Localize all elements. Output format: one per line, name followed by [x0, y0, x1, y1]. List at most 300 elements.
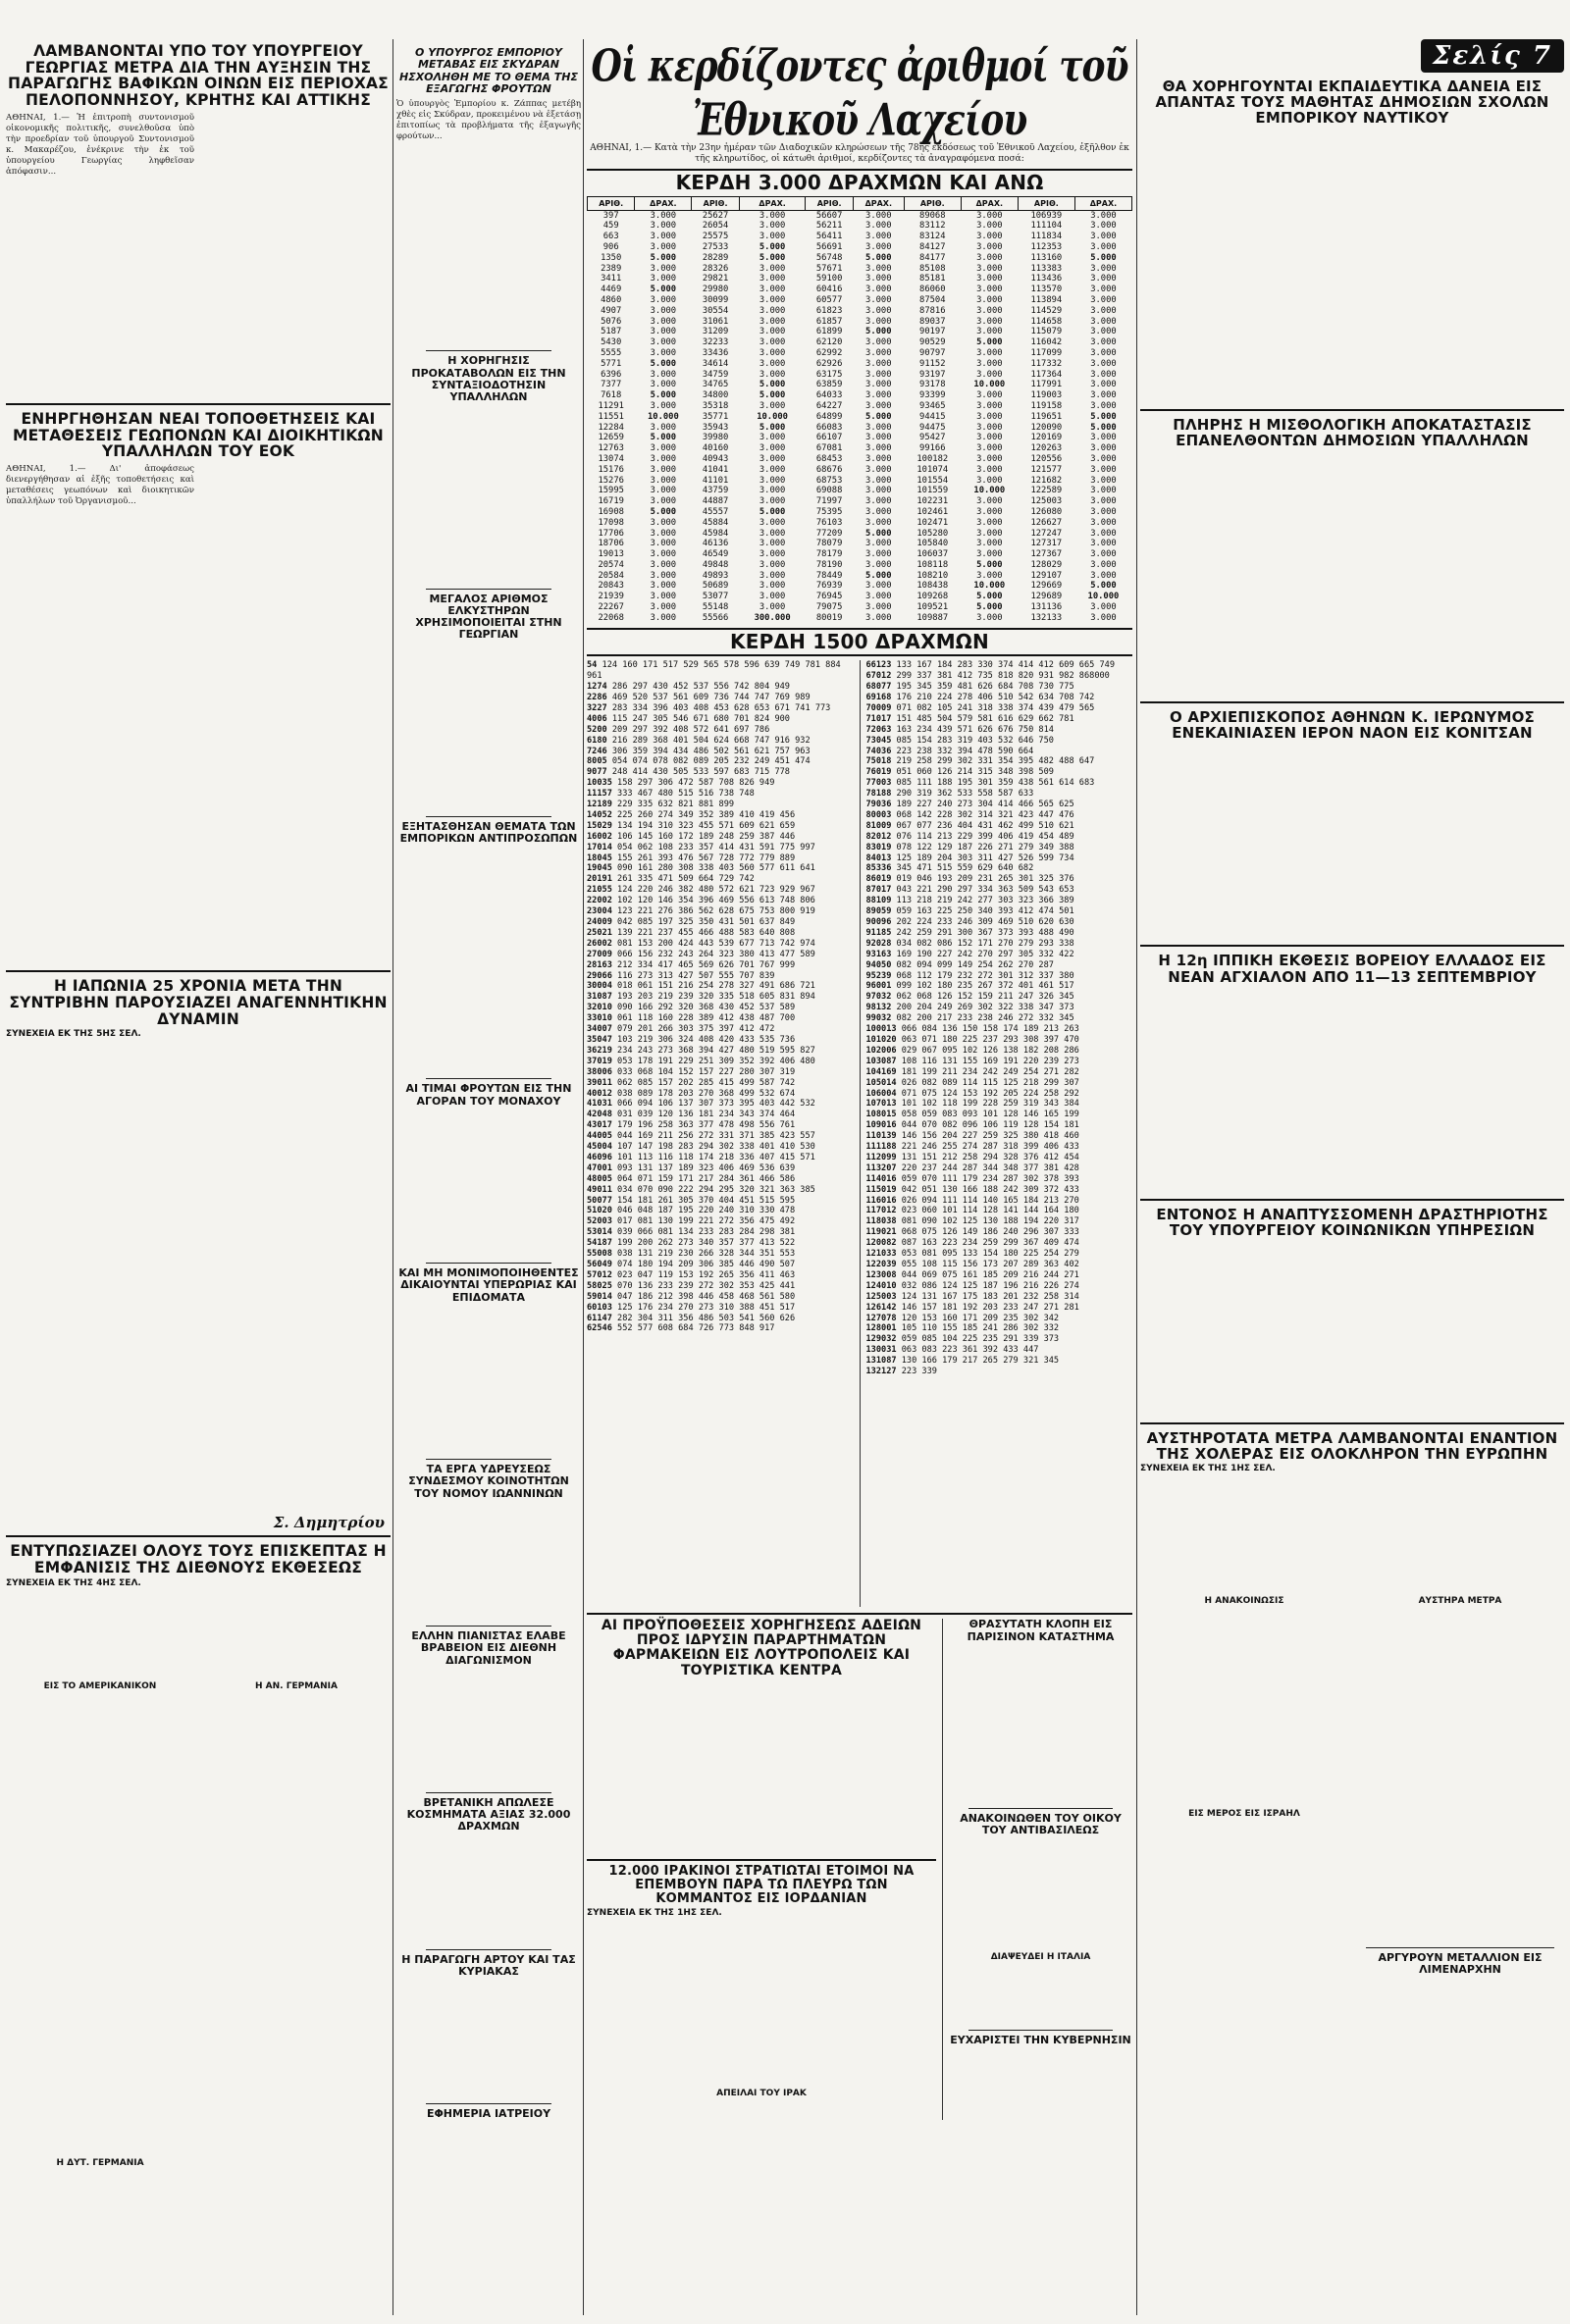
lottery-1500-line: 61147 282 304 311 356 486 503 541 560 626 — [587, 1313, 796, 1323]
lottery-1500-line: 83019 078 122 129 187 226 271 279 349 388 — [865, 842, 1074, 852]
prize-amount: 3.000 — [759, 210, 786, 221]
ticket-number: 84127 — [919, 241, 946, 252]
lottery-1500-line: 8005 054 074 078 082 089 205 232 249 451 474 — [587, 756, 811, 767]
lottery-1500-line: 47001 093 131 137 189 323 406 469 536 639 — [587, 1162, 796, 1173]
prize-amount: 3.000 — [976, 464, 1003, 475]
japan-byline: Σ. Δημητρίου — [273, 1514, 385, 1532]
lottery-1500-line: 85336 345 471 515 559 629 640 682 — [865, 863, 1034, 874]
lottery-1500-line: 131087 130 166 179 217 265 279 321 345 — [865, 1356, 1060, 1367]
lottery-1500-line: 12189 229 335 632 821 881 899 — [587, 800, 735, 810]
header-amt-3: ΔΡΑΧ. — [853, 196, 904, 210]
lottery-row — [588, 496, 1132, 507]
ticket-number: 34759 — [702, 369, 729, 380]
ticket-number: 31061 — [702, 316, 729, 327]
lottery-1500-line: 56049 074 180 194 209 306 385 446 490 507 — [587, 1260, 796, 1270]
prize-amount: 3.000 — [650, 517, 677, 528]
pianist-body — [396, 1671, 581, 1788]
prize-amount: 3.000 — [976, 369, 1003, 380]
ticket-number: 78179 — [815, 549, 843, 560]
lottery-1500-line: 34007 079 201 266 303 375 397 412 472 — [587, 1024, 775, 1035]
expo-sub-west-germany: Η ΔΥΤ. ΓΕΡΜΑΝΙΑ — [56, 2157, 144, 2168]
ticket-number: 15276 — [598, 475, 624, 486]
ticket-number: 4907 — [601, 305, 622, 316]
wine-lead — [6, 113, 194, 397]
ticket-number: 63859 — [815, 380, 843, 390]
prize-amount: 3.000 — [865, 241, 892, 252]
ticket-number: 77209 — [815, 528, 843, 539]
right-briefs — [949, 1619, 1132, 2120]
lottery-1500-line: 18045 155 261 393 476 567 728 772 779 889 — [587, 852, 796, 863]
ticket-number: 95427 — [919, 433, 946, 443]
prize-amount: 3.000 — [976, 539, 1003, 549]
prize-amount: 3.000 — [976, 433, 1003, 443]
silver-body — [1356, 1979, 1564, 2047]
horse-body-col2 — [1356, 989, 1564, 1195]
expo-continued: ΣΥΝΕΧΕΙΑ ΕΚ ΤΗΣ 4ΗΣ ΣΕΛ. — [6, 1577, 141, 1588]
lottery-1500-line: 22002 102 120 146 354 396 469 556 613 748 806 — [587, 896, 815, 906]
prize-amount: 3.000 — [976, 263, 1003, 274]
lottery-1500-line: 40012 038 089 178 203 270 368 499 532 674 — [587, 1088, 796, 1099]
lottery-1500-line: 125003 124 131 167 175 183 201 232 258 314 — [865, 1291, 1079, 1302]
japan-body-col2 — [202, 1041, 391, 1492]
prize-amount: 10.000 — [973, 486, 1006, 496]
prize-amount: 3.000 — [976, 506, 1003, 517]
lottery-1500-line: 117012 023 060 101 114 128 141 144 164 180 — [865, 1206, 1079, 1216]
prize-amount: 3.000 — [976, 305, 1003, 316]
prize-amount: 3.000 — [976, 358, 1003, 369]
prize-amount: 3.000 — [759, 528, 786, 539]
prize-amount: 3.000 — [650, 592, 677, 602]
prize-amount: 3.000 — [759, 327, 786, 337]
ticket-number: 60577 — [815, 294, 843, 305]
lottery-1500-line: 14052 225 260 274 349 352 389 410 419 456 — [587, 809, 796, 820]
ticket-number: 15995 — [598, 486, 624, 496]
ticket-number: 20574 — [598, 559, 624, 570]
lottery-1500-line: 55008 038 131 219 230 266 328 344 351 553 — [587, 1249, 796, 1260]
lottery-row — [588, 401, 1132, 412]
lottery-table-header — [588, 196, 1132, 210]
cholera-sub-announcement: Η ΑΝΑΚΟΙΝΩΣΙΣ — [1204, 1596, 1284, 1607]
prize-amount: 3.000 — [865, 612, 892, 623]
prize-amount: 5.000 — [650, 252, 677, 263]
ticket-number: 117099 — [1030, 347, 1063, 358]
lottery-1500-line: 122039 055 108 115 156 173 207 289 363 402 — [865, 1260, 1079, 1270]
ticket-number: 11291 — [598, 400, 624, 411]
ticket-number: 49893 — [702, 570, 729, 581]
ticket-number: 91152 — [919, 358, 946, 369]
ticket-number: 108210 — [916, 570, 949, 581]
lottery-1500-line: 99032 082 200 217 233 238 246 272 332 345 — [865, 1013, 1074, 1024]
lottery-row — [588, 359, 1132, 370]
prize-amount: 3.000 — [650, 549, 677, 560]
right-column — [1140, 0, 1564, 2057]
fruit-headline: Ο ΥΠΟΥΡΓΟΣ ΕΜΠΟΡΙΟΥ ΜΕΤΑΒΑΣ ΕΙΣ ΣΚΥΔΡΑΝ ΗΣΧΟΛΗΘΗ ΜΕ ΤΟ ΘΕΜΑ ΤΗΣ ΕΞΑΓΩΓΗΣ ΦΡΟΥΤΩΝ — [398, 46, 578, 95]
prize-amount: 5.000 — [865, 570, 892, 581]
lottery-row — [588, 454, 1132, 465]
ticket-number: 106939 — [1030, 210, 1063, 221]
lottery-1500-line: 31087 193 203 219 239 320 335 518 605 831 894 — [587, 992, 815, 1003]
prize-amount: 3.000 — [865, 464, 892, 475]
lottery-1500-line: 39011 062 085 157 202 285 415 499 587 742 — [587, 1077, 796, 1088]
ticket-number: 90529 — [919, 337, 946, 348]
ticket-number: 7377 — [601, 380, 622, 390]
prize-amount: 3.000 — [865, 390, 892, 401]
prize-amount: 3.000 — [865, 433, 892, 443]
page-number-badge: Σελίς 7 — [1421, 39, 1564, 73]
ticket-number: 22267 — [598, 602, 624, 613]
prize-amount: 3.000 — [865, 369, 892, 380]
prize-amount: 5.000 — [759, 422, 786, 433]
ticket-number: 34800 — [702, 390, 729, 401]
ticket-number: 114658 — [1030, 316, 1063, 327]
prize-amount: 3.000 — [650, 581, 677, 592]
brief-column — [396, 0, 581, 2203]
ticket-number: 4860 — [601, 294, 622, 305]
fruit-lead-text: Ὁ ὑπουργὸς Ἐμπορίου κ. Ζάππας μετέβη χθὲς εἰς Σκύδραν, προκειμένου νὰ ἐξετάσῃ ἐπιτοπίως τὰ προβλήματα τῆς ἐξαγωγῆς φρούτων... — [396, 99, 581, 142]
lottery-1500-line: 95239 068 112 179 232 272 301 312 337 380 — [865, 970, 1074, 981]
ticket-number: 34614 — [702, 358, 729, 369]
prize-amount: 3.000 — [650, 400, 677, 411]
ticket-number: 127317 — [1030, 539, 1063, 549]
japan-body-col1 — [6, 1041, 194, 1512]
ticket-number: 46136 — [702, 539, 729, 549]
prize-amount: 5.000 — [759, 241, 786, 252]
ticket-number: 45884 — [702, 517, 729, 528]
prize-amount: 3.000 — [1090, 400, 1117, 411]
lottery-1500-line: 127078 120 153 160 171 209 235 302 342 — [865, 1313, 1060, 1323]
ticket-number: 56748 — [815, 252, 843, 263]
lottery-1500-line: 69168 176 210 224 278 406 510 542 634 708 742 — [865, 692, 1095, 702]
ticket-number: 4469 — [601, 284, 622, 295]
ticket-number: 16719 — [598, 496, 624, 507]
lottery-row — [588, 423, 1132, 434]
cholera-body-col2 — [1356, 1475, 1564, 1593]
ticket-number: 119651 — [1030, 411, 1063, 422]
lottery-1500-line: 15029 134 194 310 323 455 571 609 621 659 — [587, 820, 796, 831]
royal-body — [949, 1841, 1132, 1949]
lottery-1500-line: 130031 063 083 223 361 392 433 447 — [865, 1345, 1039, 1356]
lottery-1500-line: 4006 115 247 305 546 671 680 701 824 900 — [587, 713, 790, 724]
prize-amount: 3.000 — [976, 400, 1003, 411]
prize-amount: 3.000 — [976, 274, 1003, 284]
social-headline: ΕΝΤΟΝΟΣ Η ΑΝΑΠΤΥΣΣΟΜΕΝΗ ΔΡΑΣΤΗΡΙΟΤΗΣ ΤΟΥ ΥΠΟΥΡΓΕΙΟΥ ΚΟΙΝΩΝΙΚΩΝ ΥΠΗΡΕΣΙΩΝ — [1156, 1205, 1548, 1239]
ticket-number: 11551 — [598, 411, 624, 422]
lottery-row — [588, 221, 1132, 232]
prize-amount: 3.000 — [759, 539, 786, 549]
ticket-number: 66083 — [815, 422, 843, 433]
lottery-1500-line: 124010 032 086 124 125 187 196 216 226 274 — [865, 1280, 1079, 1291]
lottery-1500-line: 3227 283 334 396 403 408 453 628 653 671 741 773 — [587, 702, 831, 713]
prize-amount: 3.000 — [865, 422, 892, 433]
lottery-1500-line: 105014 026 082 089 114 115 125 218 299 307 — [865, 1077, 1079, 1088]
ticket-number: 117364 — [1030, 369, 1063, 380]
header-amt-2: ΔΡΑΧ. — [739, 196, 806, 210]
ticket-number: 61823 — [815, 305, 843, 316]
ticket-number: 85181 — [919, 274, 946, 284]
expo-intro — [6, 1590, 194, 1678]
ticket-number: 85108 — [919, 263, 946, 274]
ticket-number: 86060 — [919, 284, 946, 295]
prize-amount: 3.000 — [1090, 263, 1117, 274]
ticket-number: 113570 — [1030, 284, 1063, 295]
ticket-number: 116042 — [1030, 337, 1063, 348]
lottery-intro: ΑΘΗΝΑΙ, 1.— Κατὰ τὴν 23ην ἡμέραν τῶν Διαδοχικῶν κληρώσεων τῆς 78ης ἐκδόσεως τοῦ Ἐθνικοῦ Λαχείου, ἐξῆλθον ἐκ τῆς κληρωτίδος, οἱ κάτωθι ἀριθμοί, κερδίζοντες τὰ ἀναγραφόμενα ποσά: — [590, 143, 1129, 164]
ticket-number: 64899 — [815, 411, 843, 422]
lottery-row — [588, 284, 1132, 295]
ticket-number: 68753 — [815, 475, 843, 486]
lottery-1500-line: 37019 053 178 191 229 251 309 352 392 406 480 — [587, 1056, 815, 1066]
lottery-3000-heading: ΚΕΡΔΗ 3.000 ΔΡΑΧΜΩΝ ΚΑΙ ΑΝΩ — [675, 171, 1044, 194]
prize-amount: 3.000 — [650, 327, 677, 337]
trade-reps-headline: ΕΞΗΤΑΣΘΗΣΑΝ ΘΕΜΑΤΑ ΤΩΝ ΕΜΠΟΡΙΚΩΝ ΑΝΤΙΠΡΟΣΩΠΩΝ — [399, 819, 578, 846]
prize-amount: 3.000 — [976, 528, 1003, 539]
lottery-row — [588, 549, 1132, 560]
prize-amount: 3.000 — [650, 496, 677, 507]
ticket-number: 7618 — [601, 390, 622, 401]
ticket-number: 25627 — [702, 210, 729, 221]
column-divider — [942, 1619, 943, 2120]
prize-amount: 10.000 — [973, 581, 1006, 592]
ticket-number: 120090 — [1030, 422, 1063, 433]
prize-amount: 5.000 — [865, 528, 892, 539]
water-headline: ΤΑ ΕΡΓΑ ΥΔΡΕΥΣΕΩΣ ΣΥΝΔΕΣΜΟΥ ΚΟΙΝΟΤΗΤΩΝ ΤΟΥ ΝΟΜΟΥ ΙΩΑΝΝΙΝΩΝ — [408, 1462, 569, 1500]
header-amt-4: ΔΡΑΧ. — [961, 196, 1018, 210]
column-divider — [392, 39, 393, 2315]
lottery-1500-line: 112099 131 151 212 258 294 328 376 412 454 — [865, 1152, 1079, 1162]
lottery-1500-line: 89059 059 163 225 250 340 393 412 474 501 — [865, 906, 1074, 917]
ticket-number: 30554 — [702, 305, 729, 316]
ticket-number: 56607 — [815, 210, 843, 221]
ticket-number: 64227 — [815, 400, 843, 411]
lottery-1500-line: 9077 248 414 430 505 533 597 683 715 778 — [587, 767, 790, 778]
column-divider — [583, 39, 584, 2315]
lottery-1500-line: 45004 107 147 198 283 294 302 338 401 410 530 — [587, 1142, 815, 1153]
bread-body — [396, 1982, 581, 2099]
prize-amount: 3.000 — [865, 475, 892, 486]
ticket-number: 906 — [602, 241, 619, 252]
lottery-1500-line: 77003 085 111 188 195 301 359 438 561 614 683 — [865, 778, 1095, 789]
wine-lead-text: ΑΘΗΝΑΙ, 1.— Ἡ ἐπιτροπὴ συντονισμοῦ οἰκονομικῆς πολιτικῆς, συνελθοῦσα ὑπὸ τὴν προεδρίαν τοῦ ὑπουργοῦ Συντονισμοῦ κ. Μακαρέζου, ἐνέκρινε τὴν ἐκ τοῦ ὑπουργείου Γεωργίας ληφθεῖσαν ἀπόφασιν... — [6, 112, 194, 177]
ticket-number: 119158 — [1030, 400, 1063, 411]
lottery-1500-line: 104169 181 199 211 234 242 249 254 271 282 — [865, 1066, 1079, 1077]
cholera-sub-israel: ΕΙΣ ΜΕΡΟΣ ΕΙΣ ΙΣΡΑΗΛ — [1188, 1808, 1300, 1819]
ticket-number: 19013 — [598, 549, 624, 560]
prize-amount: 5.000 — [759, 390, 786, 401]
cholera-measures-body — [1356, 1610, 1564, 1943]
cholera-israel-body — [1140, 1822, 1348, 2057]
ticket-number: 129107 — [1030, 570, 1063, 581]
prize-amount: 5.000 — [650, 358, 677, 369]
lottery-1500-line: 97032 062 068 126 152 159 211 247 326 345 — [865, 992, 1074, 1003]
prize-amount: 3.000 — [1090, 316, 1117, 327]
ticket-number: 459 — [602, 221, 619, 232]
ticket-number: 76939 — [815, 581, 843, 592]
lottery-1500-line: 118038 081 090 102 125 130 188 194 220 317 — [865, 1216, 1079, 1227]
lottery-1500-line: 21055 124 220 246 382 480 572 621 723 929 967 — [587, 885, 815, 896]
lottery-row — [588, 306, 1132, 317]
prize-amount: 3.000 — [1090, 347, 1117, 358]
ticket-number: 129669 — [1030, 581, 1063, 592]
ticket-number: 28289 — [702, 252, 729, 263]
prize-amount: 3.000 — [865, 274, 892, 284]
theft-body — [949, 1647, 1132, 1804]
lottery-1500-line: 26002 081 153 200 424 443 539 677 713 742 974 — [587, 938, 815, 949]
british-headline: ΒΡΕΤΑΝΙΚΗ ΑΠΩΛΕΣΕ ΚΟΣΜΗΜΑΤΑ ΑΞΙΑΣ 32.000 ΔΡΑΧΜΩΝ — [406, 1795, 571, 1833]
lottery-1500-line: 33010 061 118 160 228 389 412 438 487 700 — [587, 1013, 796, 1024]
prize-amount: 3.000 — [759, 274, 786, 284]
header-num-4: ΑΡΙΘ. — [904, 196, 961, 210]
lottery-1500-line: 27009 066 156 232 243 264 323 380 413 477 589 — [587, 949, 815, 959]
lottery-row — [588, 581, 1132, 592]
doctors-body — [396, 2125, 581, 2203]
prize-amount: 3.000 — [759, 358, 786, 369]
ticket-number: 56691 — [815, 241, 843, 252]
prize-amount: 3.000 — [1090, 284, 1117, 295]
prize-amount: 3.000 — [865, 400, 892, 411]
prize-amount: 3.000 — [1090, 337, 1117, 348]
left-column — [6, 0, 391, 2324]
tractors-headline: ΜΕΓΑΛΟΣ ΑΡΙΘΜΟΣ ΕΛΚΥΣΤΗΡΩΝ ΧΡΗΣΙΜΟΠΟΙΕΙΤΑΙ ΣΤΗΝ ΓΕΩΡΓΙΑΝ — [415, 592, 562, 642]
cholera-continued: ΣΥΝΕΧΕΙΑ ΕΚ ΤΗΣ 1ΗΣ ΣΕΛ. — [1140, 1464, 1276, 1474]
ticket-number: 100182 — [916, 453, 949, 464]
prize-amount: 3.000 — [759, 602, 786, 613]
ticket-number: 663 — [602, 232, 619, 242]
ticket-number: 61899 — [815, 327, 843, 337]
prize-amount: 3.000 — [1090, 517, 1117, 528]
ticket-number: 5076 — [601, 316, 622, 327]
fruit-prices-body — [396, 1111, 581, 1259]
iraq-continued: ΣΥΝΕΧΕΙΑ ΕΚ ΤΗΣ 1ΗΣ ΣΕΛ. — [587, 1907, 722, 1918]
ticket-number: 66107 — [815, 433, 843, 443]
prize-amount: 5.000 — [650, 506, 677, 517]
prize-amount: 3.000 — [650, 602, 677, 613]
ticket-number: 125003 — [1030, 496, 1063, 507]
ticket-number: 34765 — [702, 380, 729, 390]
lottery-1500-right — [866, 660, 1133, 1607]
ticket-number: 114529 — [1030, 305, 1063, 316]
prize-amount: 3.000 — [650, 263, 677, 274]
prize-amount: 3.000 — [650, 486, 677, 496]
ticket-number: 67081 — [815, 443, 843, 454]
lottery-row — [588, 476, 1132, 487]
prize-amount: 3.000 — [976, 443, 1003, 454]
prize-amount: 3.000 — [759, 592, 786, 602]
pianist-headline: ΕΛΛΗΝ ΠΙΑΝΙΣΤΑΣ ΕΛΑΒΕ ΒΡΑΒΕΙΟΝ ΕΙΣ ΔΙΕΘΝΗ ΔΙΑΓΩΝΙΣΜΟΝ — [411, 1628, 566, 1667]
lottery-1500-line: 66123 133 167 184 283 330 374 414 412 609 665 749 — [865, 660, 1116, 671]
ticket-number: 397 — [602, 210, 619, 221]
loans-headline: ΘΑ ΧΟΡΗΓΟΥΝΤΑΙ ΕΚΠΑΙΔΕΥΤΙΚΑ ΔΑΝΕΙΑ ΕΙΣ ΑΠΑΝΤΑΣ ΤΟΥΣ ΜΑΘΗΤΑΣ ΔΗΜΟΣΙΩΝ ΣΧΟΛΩΝ ΕΜΠΟΡΙΚΟΥ ΝΑΥΤΙΚΟΥ — [1155, 77, 1549, 128]
ticket-number: 61857 — [815, 316, 843, 327]
ticket-number: 30099 — [702, 294, 729, 305]
ticket-number: 71997 — [815, 496, 843, 507]
lottery-1500-line: 53014 039 066 081 134 233 283 284 298 381 — [587, 1227, 796, 1238]
lottery-1500-line: 98132 200 204 249 269 302 322 338 347 373 — [865, 1003, 1074, 1013]
lottery-1500-line: 23004 123 221 276 386 562 628 675 753 800 919 — [587, 906, 815, 917]
japan-continued: ΣΥΝΕΧΕΙΑ ΕΚ ΤΗΣ 5ΗΣ ΣΕΛ. — [6, 1029, 141, 1040]
ticket-number: 87816 — [919, 305, 946, 316]
lottery-1500-line: 72063 163 234 439 571 626 676 750 814 — [865, 724, 1054, 735]
prize-amount: 3.000 — [650, 528, 677, 539]
header-num-5: ΑΡΙΘ. — [1018, 196, 1074, 210]
ticket-number: 12763 — [598, 443, 624, 454]
ticket-number: 75395 — [815, 506, 843, 517]
header-amt-1: ΔΡΑΧ. — [635, 196, 692, 210]
prize-amount: 3.000 — [1090, 232, 1117, 242]
ticket-number: 56211 — [815, 221, 843, 232]
ticket-number: 109887 — [916, 612, 949, 623]
fruit-lead — [396, 99, 581, 346]
header-num-2: ΑΡΙΘ. — [692, 196, 739, 210]
ticket-number: 127247 — [1030, 528, 1063, 539]
ticket-number: 127367 — [1030, 549, 1063, 560]
prize-amount: 5.000 — [1090, 422, 1117, 433]
pay-body-col1 — [1140, 452, 1348, 697]
ticket-number: 105280 — [916, 528, 949, 539]
lottery-1500-line: 49011 034 070 090 222 294 295 320 321 363 385 — [587, 1184, 815, 1195]
prize-amount: 3.000 — [865, 294, 892, 305]
lottery-1500-line: 36219 234 243 273 368 394 427 480 519 595 827 — [587, 1045, 815, 1056]
prize-amount: 3.000 — [759, 559, 786, 570]
lottery-1500-line: 25021 139 221 237 455 466 488 583 640 808 — [587, 927, 796, 938]
ticket-number: 120556 — [1030, 453, 1063, 464]
lottery-1500-line: 132127 223 339 — [865, 1367, 937, 1377]
lottery-1500-line: 111188 221 246 255 274 287 318 399 406 433 — [865, 1142, 1079, 1153]
ticket-number: 102231 — [916, 496, 949, 507]
lottery-1500-line: 73045 085 154 283 319 403 532 646 750 — [865, 735, 1054, 746]
prize-amount: 3.000 — [865, 347, 892, 358]
ticket-number: 17098 — [598, 517, 624, 528]
ticket-number: 35318 — [702, 400, 729, 411]
eok-headline: ΕΝΗΡΓΗΘΗΣΑΝ ΝΕΑΙ ΤΟΠΟΘΕΤΗΣΕΙΣ ΚΑΙ ΜΕΤΑΘΕΣΕΙΣ ΓΕΩΠΟΝΩΝ ΚΑΙ ΔΙΟΙΚΗΤΙΚΩΝ ΥΠΑΛΛΗΛΩΝ ΤΟΥ ΕΟΚ — [13, 409, 384, 461]
lottery-1500-line: 82012 076 114 213 229 399 406 419 454 489 — [865, 831, 1074, 842]
prize-amount: 3.000 — [759, 263, 786, 274]
prize-amount: 3.000 — [650, 475, 677, 486]
promotions-headline: Η ΧΟΡΗΓΗΣΙΣ ΠΡΟΚΑΤΑΒΟΛΩΝ ΕΙΣ ΤΗΝ ΣΥΝΤΑΞΙΟΔΟΤΗΣΙΝ ΥΠΑΛΛΗΛΩΝ — [411, 354, 566, 404]
lottery-1500-line: 1274 286 297 430 452 537 556 742 804 949 — [587, 682, 790, 693]
lottery-1500-line: 7246 306 359 394 434 486 502 561 621 757 963 — [587, 746, 811, 756]
prize-amount: 3.000 — [1090, 274, 1117, 284]
prize-amount: 3.000 — [976, 390, 1003, 401]
lottery-1500-line: 24009 042 085 197 325 350 431 501 637 849 — [587, 917, 796, 928]
lottery-row — [588, 253, 1132, 264]
lottery-1500-line: 11157 333 467 480 515 516 738 748 — [587, 789, 755, 800]
ticket-number: 122589 — [1030, 486, 1063, 496]
lottery-1500-line: 70009 071 082 105 241 318 338 374 439 479 565 — [865, 702, 1095, 713]
prize-amount: 10.000 — [757, 411, 788, 422]
iraq-headline: 12.000 ΙΡΑΚΙΝΟΙ ΣΤΡΑΤΙΩΤΑΙ ΕΤΟΙΜΟΙ ΝΑ ΕΠΕΜΒΟΥΝ ΠΑΡΑ ΤΩ ΠΛΕΥΡΩ ΤΩΝ ΚΟΜΜΑΝΤΟΣ ΕΙΣ ΙΟΡΔΑΝΙΑΝ — [608, 1863, 915, 1906]
prize-amount: 10.000 — [973, 380, 1006, 390]
ticket-number: 79075 — [815, 602, 843, 613]
prize-amount: 3.000 — [865, 559, 892, 570]
prize-amount: 3.000 — [650, 612, 677, 623]
prize-amount: 3.000 — [1090, 528, 1117, 539]
ticket-number: 45557 — [702, 506, 729, 517]
ticket-number: 102461 — [916, 506, 949, 517]
pay-body-col2 — [1356, 452, 1564, 697]
ticket-number: 17706 — [598, 528, 624, 539]
lottery-1500-line: 129032 059 085 104 225 235 291 339 373 — [865, 1334, 1060, 1345]
lottery-1500-line: 54187 199 200 262 273 340 357 377 413 522 — [587, 1238, 796, 1249]
prize-amount: 3.000 — [759, 443, 786, 454]
ticket-number: 99166 — [919, 443, 946, 454]
ticket-number: 43759 — [702, 486, 729, 496]
prize-amount: 5.000 — [976, 592, 1003, 602]
lottery-1500-line: 114016 059 070 111 179 234 287 302 378 393 — [865, 1173, 1079, 1184]
prize-amount: 3.000 — [1090, 570, 1117, 581]
ticket-number: 108438 — [916, 581, 949, 592]
wine-headline: ΛΑΜΒΑΝΟΝΤΑΙ ΥΠΟ ΤΟΥ ΥΠΟΥΡΓΕΙΟΥ ΓΕΩΡΓΙΑΣ ΜΕΤΡΑ ΔΙΑ ΤΗΝ ΑΥΞΗΣΙΝ ΤΗΣ ΠΑΡΑΓΩΓΗΣ ΒΑΦΙΚΩΝ ΟΙΝΩΝ ΕΙΣ ΠΕΡΙΟΧΑΣ ΠΕΛΟΠΟΝΝΗΣΟΥ, ΚΡΗΤΗΣ ΚΑΙ ΑΤΤΙΚΗΣ — [8, 42, 389, 110]
ticket-number: 57671 — [815, 263, 843, 274]
